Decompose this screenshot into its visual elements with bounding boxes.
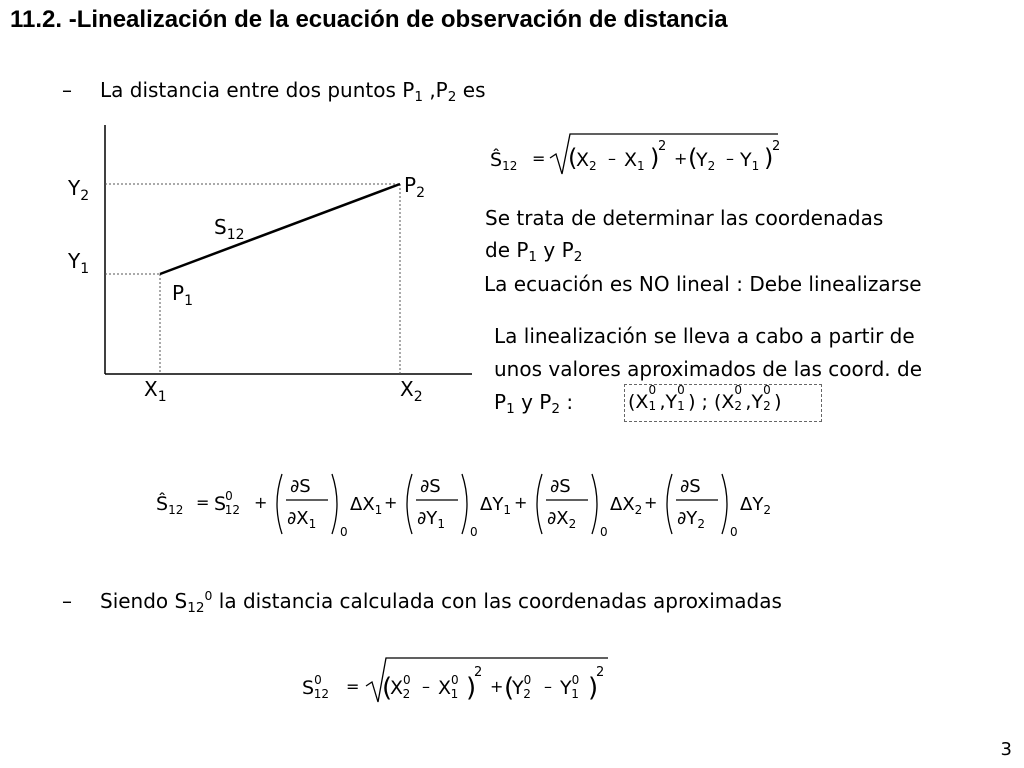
explanation-line3	[484, 272, 922, 296]
paren-right	[332, 474, 337, 534]
subscript: 2	[573, 249, 583, 266]
derivative-term	[644, 474, 771, 539]
equals: =	[346, 677, 360, 696]
text: (X	[628, 391, 649, 413]
partial-derivative-terms	[254, 474, 771, 539]
eq-lhs: $Ŝ_{12}$	[490, 149, 518, 173]
subscript: 2	[447, 89, 457, 106]
denominator: $\partial X_1$	[287, 508, 317, 531]
subscript: 1	[677, 399, 685, 413]
paren: )	[764, 144, 774, 172]
minus: –	[608, 149, 616, 168]
bullet-approx-distance	[62, 588, 782, 616]
text: La	[484, 272, 508, 296]
subscript: 1	[506, 401, 515, 418]
minus: –	[544, 677, 552, 696]
approx-coords	[628, 383, 782, 413]
bullet-marker: –	[62, 589, 72, 614]
subscript: 1	[528, 249, 538, 266]
denominator: $\partial Y_1$	[417, 508, 445, 531]
paren: )	[588, 673, 599, 703]
term: $Y^0$ 1	[560, 673, 580, 701]
equals: =	[196, 493, 210, 512]
power: 2	[596, 665, 605, 680]
subscript: 2	[551, 401, 560, 418]
bullet-text: La distancia entre dos puntos P	[100, 78, 415, 102]
term: $Y_1$	[740, 149, 760, 173]
numerator: ∂S	[420, 476, 441, 497]
equation-approx-distance	[296, 652, 626, 710]
delta-term: $\Delta Y_1$	[480, 494, 511, 517]
label-y2: $Y_2$	[68, 176, 90, 204]
paren: (	[382, 673, 393, 703]
subscript: 12	[187, 600, 205, 617]
evaluated-at: 0	[600, 525, 608, 539]
term: $X^0$ 2	[390, 673, 411, 701]
text: de P	[485, 238, 529, 262]
index	[763, 383, 774, 413]
superscript: 0	[677, 383, 685, 397]
label-x1: $X_1$	[144, 377, 167, 405]
explanation-line1: Se trata de determinar las coordenadas	[485, 206, 884, 230]
paren-left	[407, 474, 412, 534]
equation-distance	[480, 128, 800, 182]
derivative-term	[514, 474, 642, 539]
label-y1: $Y_1$	[68, 249, 90, 277]
delta-term: $\Delta Y_2$	[740, 494, 771, 517]
bullet-text: la distancia calculada con las coordenadas aproximadas	[212, 589, 782, 614]
plus: +	[644, 493, 658, 512]
term: $Y_2$	[696, 149, 716, 173]
explanation-line2	[485, 238, 582, 265]
label-s12: $S_{12}$	[214, 215, 245, 243]
paren: (	[504, 673, 515, 703]
eq-lhs: $S^0$ 12	[302, 673, 329, 701]
derivative-term	[254, 474, 382, 539]
index	[734, 383, 745, 413]
paren: (	[688, 144, 698, 172]
label-x2: $X_2$	[400, 377, 423, 405]
bullet-text: es	[456, 78, 486, 102]
subscript: 2	[734, 399, 743, 413]
index	[677, 383, 688, 413]
superscript: 0	[734, 383, 743, 397]
plus: +	[674, 149, 688, 168]
explanation-line5: unos valores aproximados de las coord. de	[494, 357, 923, 381]
bullet-text: ,P	[422, 78, 448, 102]
segment-p1-p2	[160, 184, 400, 274]
paren-right	[722, 474, 727, 534]
denominator: $\partial X_2$	[547, 508, 577, 531]
s12-zero: S0 12	[214, 489, 240, 517]
text: ,Y	[659, 391, 678, 413]
evaluated-at: 0	[730, 525, 738, 539]
equation-linearized	[150, 462, 800, 542]
eq-lhs: $Ŝ_{12}$	[156, 493, 184, 517]
paren-right	[462, 474, 467, 534]
superscript: 0	[648, 383, 657, 397]
subscript: 1	[648, 399, 657, 413]
text: ,Y	[745, 391, 764, 413]
distance-diagram	[0, 0, 480, 420]
label-p2: $P_2$	[404, 173, 425, 201]
paren: (	[568, 144, 578, 172]
slide-title: 11.2. -Linealización de la ecuación de observación de distancia	[10, 6, 728, 33]
subscript: 2	[763, 399, 771, 413]
label-p1: $P_1$	[172, 281, 193, 309]
plus: +	[490, 677, 504, 696]
bullet-text: Siendo S	[100, 589, 188, 614]
subscript: 1	[414, 89, 423, 106]
delta-term: $\Delta X_1$	[350, 494, 383, 517]
numerator: ∂S	[290, 476, 311, 497]
paren-right	[592, 474, 597, 534]
text: :	[560, 390, 574, 414]
paren-left	[277, 474, 282, 534]
explanation-line4: La linealización se lleva a cabo a partir de	[494, 324, 915, 348]
index	[648, 383, 659, 413]
page-number: 3	[1000, 739, 1012, 760]
term: $Y^0$ 2	[512, 673, 532, 701]
paren-left	[667, 474, 672, 534]
term: $X_1$	[624, 149, 645, 173]
paren-left	[537, 474, 542, 534]
minus: –	[726, 149, 734, 168]
eq-equals: =	[532, 149, 546, 168]
paren: )	[650, 144, 660, 172]
evaluated-at: 0	[470, 525, 478, 539]
delta-term: $\Delta X_2$	[610, 494, 643, 517]
superscript: 0	[204, 588, 213, 603]
power: 2	[658, 139, 667, 154]
superscript: 0	[763, 383, 771, 397]
evaluated-at: 0	[340, 525, 348, 539]
explanation-line6	[494, 390, 573, 417]
denominator: $\partial Y_2$	[677, 508, 705, 531]
text: P	[494, 390, 507, 414]
text: y P	[537, 238, 574, 262]
term: $X^0$ 1	[438, 673, 459, 701]
plus: +	[384, 493, 398, 512]
plus: +	[514, 493, 528, 512]
text: )	[774, 391, 782, 413]
text: ) ; (X	[688, 391, 735, 413]
derivative-term	[384, 474, 511, 539]
text: ecuación es NO lineal : Debe linealizarse	[507, 272, 922, 296]
term: $X_2$	[576, 149, 597, 173]
plus: +	[254, 493, 268, 512]
power: 2	[772, 139, 781, 154]
numerator: ∂S	[680, 476, 701, 497]
power: 2	[474, 665, 483, 680]
paren: )	[466, 673, 477, 703]
bullet-marker: –	[62, 78, 72, 102]
numerator: ∂S	[550, 476, 571, 497]
minus: –	[422, 677, 430, 696]
text: y P	[514, 390, 552, 414]
